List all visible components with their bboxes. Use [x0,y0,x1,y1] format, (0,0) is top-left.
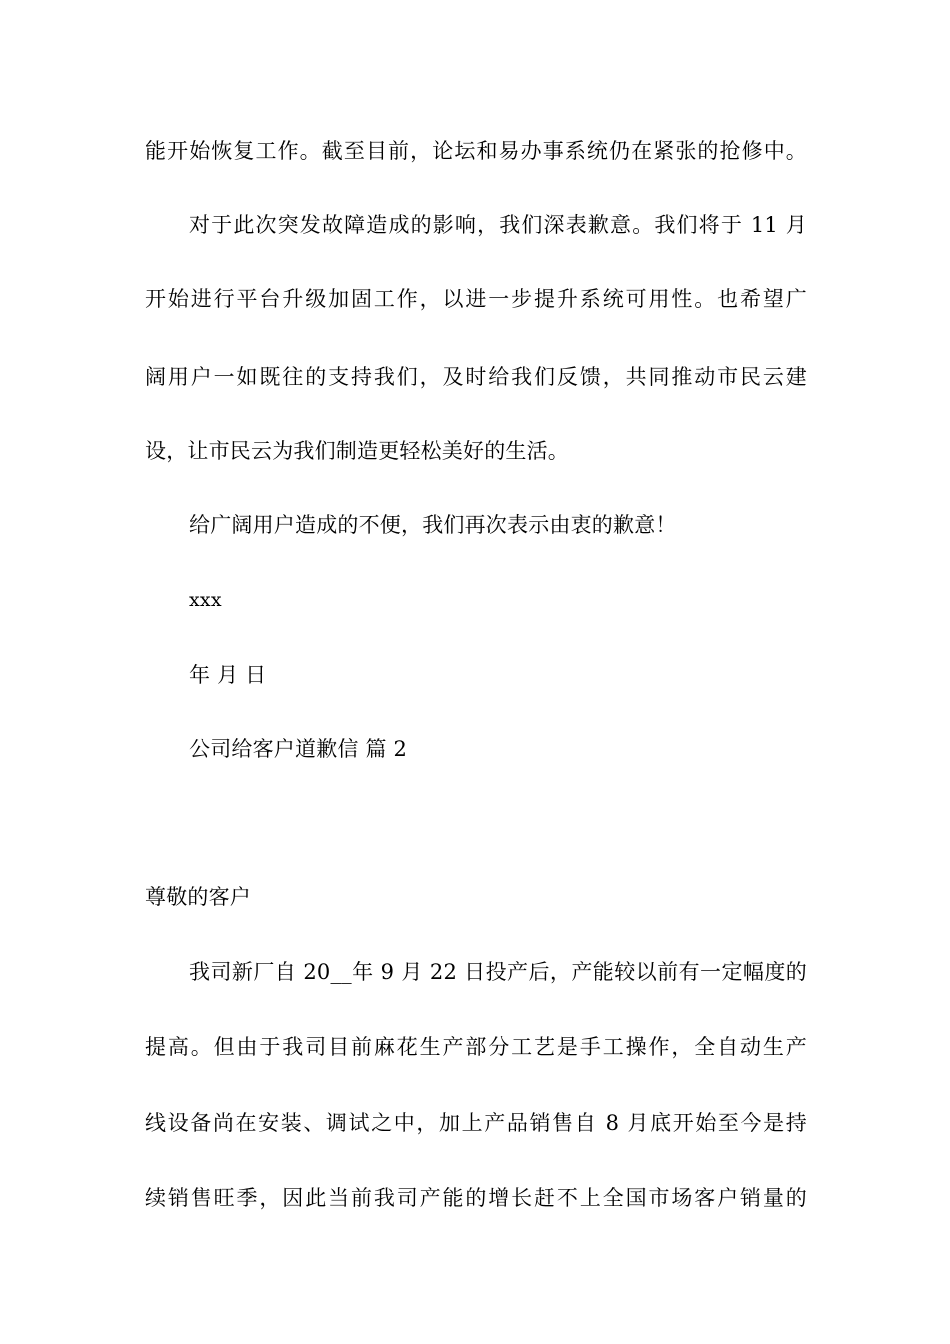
apology-line: 给广阔用户造成的不便，我们再次表示由衷的歉意！ [189,513,677,537]
paragraph-line: 开始进行平台升级加固工作，以进一步提升系统可用性。也希望广 [145,287,807,311]
paragraph-line: 线设备尚在安装、调试之中，加上产品销售自 8 月底开始至今是持 [145,1111,807,1135]
paragraph-line: 对于此次突发故障造成的影响，我们深表歉意。我们将于 11 月 [189,213,807,237]
paragraph-line: 续销售旺季，因此当前我司产能的增长赶不上全国市场客户销量的 [145,1186,807,1210]
salutation: 尊敬的客户 [145,885,251,909]
signature-name: xxx [189,589,222,611]
section-heading: 公司给客户道歉信 篇 2 [189,737,408,761]
paragraph-line: 能开始恢复工作。截至目前，论坛和易办事系统仍在紧张的抢修中。 [145,139,807,163]
paragraph-line: 阔用户一如既往的支持我们，及时给我们反馈，共同推动市民云建 [145,365,807,389]
signature-date: 年 月 日 [189,663,267,687]
paragraph-line: 我司新厂自 20__年 9 月 22 日投产后，产能较以前有一定幅度的 [189,960,807,984]
paragraph-line: 设，让市民云为我们制造更轻松美好的生活。 [145,439,569,463]
paragraph-line: 提高。但由于我司目前麻花生产部分工艺是手工操作，全自动生产 [145,1035,807,1059]
